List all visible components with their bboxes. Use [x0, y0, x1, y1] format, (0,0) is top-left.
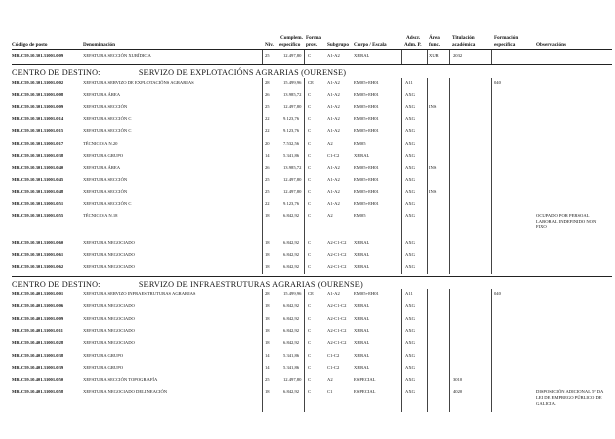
cell-code: MR.C59.10.301.31001.008	[12, 92, 64, 98]
header-complem-1: Complem.	[280, 35, 303, 41]
cell-corpo: EM05+EH01	[354, 164, 379, 170]
cell-name: XEFATURA NEGOCIADO	[83, 264, 135, 270]
cell-forma: C	[308, 176, 312, 182]
table-row	[0, 291, 615, 299]
cell-complem: 6.842,92	[283, 252, 300, 258]
cell-forma: C	[308, 377, 312, 383]
header-adscr-1: Adscr.	[406, 35, 421, 41]
cell-code: MR.C59.10.401.31001.011	[12, 327, 63, 333]
cell-forma: C	[308, 303, 312, 309]
cell-niv: 18	[265, 327, 270, 333]
cell-name: XEFATURA NEGOCIADO	[83, 303, 135, 309]
cell-code: MR.C59.10.301.31001.009	[12, 104, 64, 110]
cell-corpo: EM05+EH01	[354, 291, 379, 296]
header-niv: Niv.	[265, 42, 274, 48]
cell-name: XEFATURA SECCIÓN	[83, 188, 128, 194]
header-adscr-2: Adm. P.	[404, 42, 422, 48]
cell-adscr: AXG	[405, 164, 415, 170]
cell-complem: 12.497,80	[283, 377, 302, 383]
cell-area: INS	[429, 164, 437, 170]
cell-niv: 20	[265, 140, 270, 146]
cell-subgrupo: C1	[327, 389, 333, 395]
cell-name: XEFATURA NEGOCIADO DELINEACIÓN	[83, 389, 168, 395]
cell-niv: 26	[265, 164, 270, 170]
cell-forma: CE	[308, 291, 314, 296]
cell-adscr: AXG	[405, 252, 415, 258]
cell-forma: C	[308, 92, 312, 98]
cell-adscr: AXG	[405, 201, 415, 206]
table-row	[0, 201, 615, 209]
table-row	[0, 316, 615, 324]
cell-corpo: XERAL	[354, 252, 370, 258]
cell-complem: 13.985,72	[283, 164, 302, 170]
cell-area: INS	[429, 104, 437, 110]
cell-adscr: AXG	[405, 140, 415, 146]
header-denominacion: Denominación	[83, 42, 115, 48]
header-forma-1: Forma	[306, 35, 321, 41]
header-codigo: Código de posto	[12, 42, 48, 48]
cell-complem: 6.842,92	[283, 213, 300, 219]
cell-name: XEFATURA NEGOCIADO	[83, 340, 135, 346]
header-area-1: Área	[429, 35, 440, 41]
cell-corpo: EM05+EH01	[354, 116, 379, 122]
cell-forma: CE	[308, 80, 314, 85]
cell-forma: C	[308, 352, 312, 358]
section-heading	[12, 280, 363, 289]
cell-niv: 25	[265, 53, 270, 58]
cell-name: XEFATURA ÁREA	[83, 164, 121, 170]
cell-code: MR.C59.10.301.31001.015	[12, 128, 64, 134]
cell-corpo: XERAL	[354, 264, 370, 270]
cell-name: XEFATURA SECCIÓN XURÍDICA	[83, 53, 151, 58]
cell-adscr: AXG	[405, 92, 415, 98]
cell-complem: 13.985,72	[283, 92, 302, 98]
cell-forma: C	[308, 213, 312, 219]
cell-corpo: XERAL	[354, 315, 370, 321]
cell-niv: 25	[265, 176, 270, 182]
cell-corpo: XERAL	[354, 340, 370, 346]
cell-corpo: EM05+EH01	[354, 80, 379, 85]
cell-niv: 28	[265, 291, 270, 296]
cell-adscr: AXG	[405, 104, 415, 110]
cell-name: XEFATURA NEGOCIADO	[83, 315, 135, 321]
cell-forma: C	[308, 315, 312, 321]
cell-corpo: XERAL	[354, 364, 370, 370]
cell-subgrupo: A2-C1-C2	[327, 315, 347, 321]
cell-forma: C	[308, 104, 312, 110]
cell-name: TÉCNICO/A N.20	[83, 140, 118, 146]
cell-code: MR.C59.10.301.31001.009	[12, 53, 64, 58]
cell-name: XEFATURA GRUPO	[83, 364, 124, 370]
cell-corpo: XERAL	[354, 303, 370, 309]
cell-complem: 5.341,86	[283, 352, 300, 358]
section-rule	[12, 64, 612, 65]
cell-adscr: AXG	[405, 152, 415, 158]
cell-adscr: AXG	[405, 176, 415, 182]
section-heading	[12, 68, 346, 77]
cell-niv: 22	[265, 116, 270, 122]
cell-code: MR.C59.10.301.31001.017	[12, 140, 64, 146]
cell-forma: C	[308, 327, 312, 333]
cell-complem: 6.842,92	[283, 340, 300, 346]
cell-subgrupo: A2-C1-C2	[327, 303, 347, 309]
cell-corpo: EM05+EH01	[354, 176, 379, 182]
cell-complem: 6.842,92	[283, 264, 300, 270]
cell-code: MR.C59.10.301.31001.055	[12, 213, 64, 219]
cell-complem: 12.497,80	[283, 104, 302, 110]
table-row	[0, 377, 615, 385]
cell-niv: 22	[265, 201, 270, 206]
cell-forma: C	[308, 116, 312, 122]
table-row	[0, 141, 615, 149]
cell-subgrupo: A2-C1-C2	[327, 327, 347, 333]
cell-name: XEFATURA GRUPO	[83, 352, 124, 358]
cell-adscr: AXG	[405, 240, 415, 246]
table-row	[0, 240, 615, 248]
cell-code: MR.C59.10.301.31001.038	[12, 152, 64, 158]
cell-adscr: AXG	[405, 364, 415, 370]
section-title: SERVIZO DE EXPLOTACIÓNS AGRARIAS (OURENSE)	[138, 68, 347, 77]
cell-forma: C	[308, 340, 312, 346]
cell-niv: 18	[265, 389, 270, 395]
cell-forma: C	[308, 240, 312, 246]
cell-complem: 5.341,86	[283, 364, 300, 370]
cell-titulacion: 4020	[453, 389, 463, 395]
table-row	[0, 328, 615, 336]
cell-complem: 15.499,96	[283, 291, 302, 296]
table-row	[0, 353, 615, 361]
cell-niv: 18	[265, 340, 270, 346]
cell-name: XEFATURA SECCIÓN C	[83, 116, 132, 122]
cell-area: XUR	[429, 53, 439, 58]
cell-subgrupo: A2	[327, 140, 333, 146]
cell-complem: 12.497,80	[283, 53, 302, 58]
header-titulacion-2: académica	[452, 42, 476, 48]
table-row	[0, 165, 615, 173]
cell-code: MR.C59.10.401.31001.001	[12, 291, 64, 296]
cell-name: XEFATURA SERVIZO DE EXPLOTACIÓNS AGRARIAS	[83, 80, 194, 85]
header-formacion-2: específica	[494, 42, 516, 48]
header-corpo: Corpo / Escala	[354, 42, 387, 48]
cell-corpo: XERAL	[354, 152, 370, 158]
cell-complem: 15.499,96	[283, 80, 302, 85]
cell-subgrupo: C1-C2	[327, 152, 340, 158]
cell-subgrupo: C1-C2	[327, 364, 340, 370]
cell-subgrupo: A1-A2	[327, 92, 340, 98]
header-rule	[12, 49, 612, 50]
cell-subgrupo: A1-A2	[327, 176, 340, 182]
table-row	[0, 252, 615, 260]
cell-niv: 28	[265, 80, 270, 85]
cell-complem: 9.123,76	[283, 201, 300, 206]
cell-complem: 5.341,86	[283, 152, 300, 158]
cell-name: XEFATURA SERVIZO INFRAESTRUTURAS AGRARIAS	[83, 291, 196, 296]
cell-adscr: AXG	[405, 377, 415, 383]
cell-corpo: EM05	[354, 213, 366, 219]
cell-niv: 18	[265, 213, 270, 219]
cell-code: MR.C59.10.301.31001.002	[12, 80, 64, 85]
cell-forma: C	[308, 201, 312, 206]
cell-niv: 25	[265, 104, 270, 110]
cell-name: XEFATURA SECCIÓN	[83, 104, 128, 110]
table-row	[0, 53, 615, 61]
cell-adscr: AXG	[405, 128, 415, 134]
header-titulacion-1: Titulación	[452, 35, 475, 41]
table-row	[0, 116, 615, 124]
cell-name: XEFATURA SECCIÓN	[83, 176, 128, 182]
cell-adscr: AXG	[405, 303, 415, 309]
table-row	[0, 389, 615, 406]
cell-corpo: EM05+EH01	[354, 128, 379, 134]
cell-code: MR.C59.10.301.31001.060	[12, 240, 64, 246]
cell-corpo: XERAL	[354, 53, 370, 58]
header-forma-2: prov.	[306, 42, 318, 48]
section-label: CENTRO DE DESTINO:	[12, 280, 101, 289]
header-subgrupo: Subgrupo	[327, 42, 349, 48]
cell-subgrupo: A2	[327, 213, 333, 219]
table-row	[0, 340, 615, 348]
cell-subgrupo: A1-A2	[327, 164, 340, 170]
cell-code: MR.C59.10.401.31001.039	[12, 364, 64, 370]
cell-adscr: AXG	[405, 327, 415, 333]
cell-complem: 7.532,56	[283, 140, 300, 146]
cell-code: MR.C59.10.401.31001.050	[12, 377, 64, 383]
cell-subgrupo: A1-A2	[327, 116, 340, 122]
cell-adscr: A11	[405, 80, 413, 85]
cell-name: XEFATURA NEGOCIADO	[83, 327, 135, 333]
header-area-2: func.	[429, 42, 441, 48]
cell-name: XEFATURA NEGOCIADO	[83, 252, 135, 258]
cell-niv: 18	[265, 264, 270, 270]
cell-subgrupo: C1-C2	[327, 352, 340, 358]
cell-niv: 14	[265, 152, 270, 158]
cell-observacions: DISPOSICIÓN ADICIONAL 5ª DA LEI DE EMPREGO PÚBLICO DE GALICIA.	[536, 389, 604, 406]
header-complem-2: específico	[279, 42, 301, 48]
cell-subgrupo: A2-C1-C2	[327, 240, 347, 246]
cell-name: XEFATURA GRUPO	[83, 152, 124, 158]
cell-niv: 25	[265, 377, 270, 383]
cell-name: XEFATURA SECCIÓN TOPOGRAFÍA	[83, 377, 158, 383]
cell-subgrupo: A2-C1-C2	[327, 252, 347, 258]
cell-niv: 25	[265, 188, 270, 194]
cell-code: MR.C59.10.301.31001.040	[12, 164, 64, 170]
cell-subgrupo: A1-A2	[327, 104, 340, 110]
cell-complem: 12.497,80	[283, 176, 302, 182]
cell-niv: 18	[265, 240, 270, 246]
cell-subgrupo: A1-A2	[327, 80, 340, 85]
cell-adscr: AXG	[405, 213, 415, 219]
cell-corpo: XERAL	[354, 327, 370, 333]
cell-adscr: AXG	[405, 188, 415, 194]
cell-forma: C	[308, 389, 312, 395]
cell-complem: 9.123,76	[283, 128, 300, 134]
cell-subgrupo: A2-C1-C2	[327, 264, 347, 270]
section-title: SERVIZO DE INFRAESTRUTURAS AGRARIAS (OURENSE)	[138, 280, 363, 289]
table-row	[0, 104, 615, 112]
table-row	[0, 213, 615, 230]
cell-corpo: EM05	[354, 140, 366, 146]
cell-adscr: AXG	[405, 340, 415, 346]
cell-formacion: 040	[494, 80, 501, 85]
cell-niv: 18	[265, 252, 270, 258]
cell-name: XEFATURA SECCIÓN C	[83, 128, 132, 134]
cell-complem: 6.842,92	[283, 315, 300, 321]
cell-niv: 14	[265, 352, 270, 358]
cell-code: MR.C59.10.301.31001.014	[12, 116, 64, 122]
cell-forma: C	[308, 53, 312, 58]
cell-subgrupo: A1-A2	[327, 53, 340, 58]
table-row	[0, 264, 615, 272]
cell-complem: 6.842,92	[283, 303, 300, 309]
cell-name: TÉCNICO/A N.18	[83, 213, 118, 219]
header-formacion-1: Formación	[494, 35, 519, 41]
cell-corpo: EM05+EH01	[354, 92, 379, 98]
cell-formacion: 040	[494, 291, 501, 296]
table-row	[0, 177, 615, 185]
table-row	[0, 80, 615, 88]
cell-adscr: A11	[405, 291, 413, 296]
cell-corpo: XERAL	[354, 240, 370, 246]
cell-adscr: AXG	[405, 315, 415, 321]
cell-name: XEFATURA SECCIÓN C	[83, 201, 132, 206]
cell-forma: C	[308, 164, 312, 170]
cell-corpo: ESPECIAL	[354, 377, 376, 383]
cell-titulacion: 2032	[453, 53, 463, 58]
cell-subgrupo: A1-A2	[327, 201, 340, 206]
cell-code: MR.C59.10.301.31001.062	[12, 264, 64, 270]
cell-complem: 6.842,92	[283, 240, 300, 246]
cell-forma: C	[308, 264, 312, 270]
cell-niv: 18	[265, 303, 270, 309]
section-label: CENTRO DE DESTINO:	[12, 68, 101, 77]
cell-titulacion: 3010	[453, 377, 463, 383]
cell-adscr: AXG	[405, 116, 415, 122]
header-observacions: Observacións	[536, 42, 566, 48]
cell-forma: C	[308, 252, 312, 258]
cell-subgrupo: A2	[327, 377, 333, 383]
table-row	[0, 92, 615, 100]
table-row	[0, 303, 615, 311]
cell-forma: C	[308, 364, 312, 370]
cell-subgrupo: A2-C1-C2	[327, 340, 347, 346]
cell-adscr: AXG	[405, 352, 415, 358]
cell-corpo: EM05+EH01	[354, 104, 379, 110]
table-row	[0, 189, 615, 197]
cell-code: MR.C59.10.401.31001.058	[12, 389, 64, 395]
cell-complem: 6.842,92	[283, 327, 300, 333]
cell-subgrupo: A1-A2	[327, 291, 340, 296]
cell-forma: C	[308, 188, 312, 194]
cell-code: MR.C59.10.401.31001.006	[12, 303, 64, 309]
cell-niv: 22	[265, 128, 270, 134]
table-row	[0, 128, 615, 136]
cell-niv: 14	[265, 364, 270, 370]
cell-forma: C	[308, 128, 312, 134]
cell-adscr: AXG	[405, 264, 415, 270]
cell-corpo: ESPECIAL	[354, 389, 376, 395]
cell-name: XEFATURA ÁREA	[83, 92, 121, 98]
cell-adscr: AXG	[405, 389, 415, 395]
cell-niv: 18	[265, 315, 270, 321]
cell-forma: C	[308, 140, 312, 146]
section-rule	[12, 276, 612, 277]
cell-corpo: EM05+EH01	[354, 201, 379, 206]
cell-complem: 12.497,80	[283, 188, 302, 194]
cell-observacions: OCUPADO POR PERSOAL LABORAL INDEFINIDO NON FIXO	[536, 213, 597, 230]
cell-subgrupo: A1-A2	[327, 128, 340, 134]
cell-subgrupo: A1-A2	[327, 188, 340, 194]
cell-forma: C	[308, 152, 312, 158]
cell-code: MR.C59.10.301.31001.051	[12, 201, 64, 206]
cell-corpo: EM05+EH01	[354, 188, 379, 194]
cell-name: XEFATURA NEGOCIADO	[83, 240, 135, 246]
cell-code: MR.C59.10.301.31001.045	[12, 176, 64, 182]
cell-code: MR.C59.10.401.31001.038	[12, 352, 64, 358]
cell-code: MR.C59.10.301.31001.061	[12, 252, 64, 258]
cell-code: MR.C59.10.301.31001.048	[12, 188, 64, 194]
cell-corpo: XERAL	[354, 352, 370, 358]
table-row	[0, 365, 615, 373]
cell-complem: 9.123,76	[283, 116, 300, 122]
cell-niv: 26	[265, 92, 270, 98]
cell-code: MR.C59.10.401.31001.028	[12, 340, 64, 346]
cell-complem: 6.842,92	[283, 389, 300, 395]
cell-area: INS	[429, 188, 437, 194]
table-row	[0, 153, 615, 161]
cell-code: MR.C59.10.401.31001.009	[12, 315, 64, 321]
